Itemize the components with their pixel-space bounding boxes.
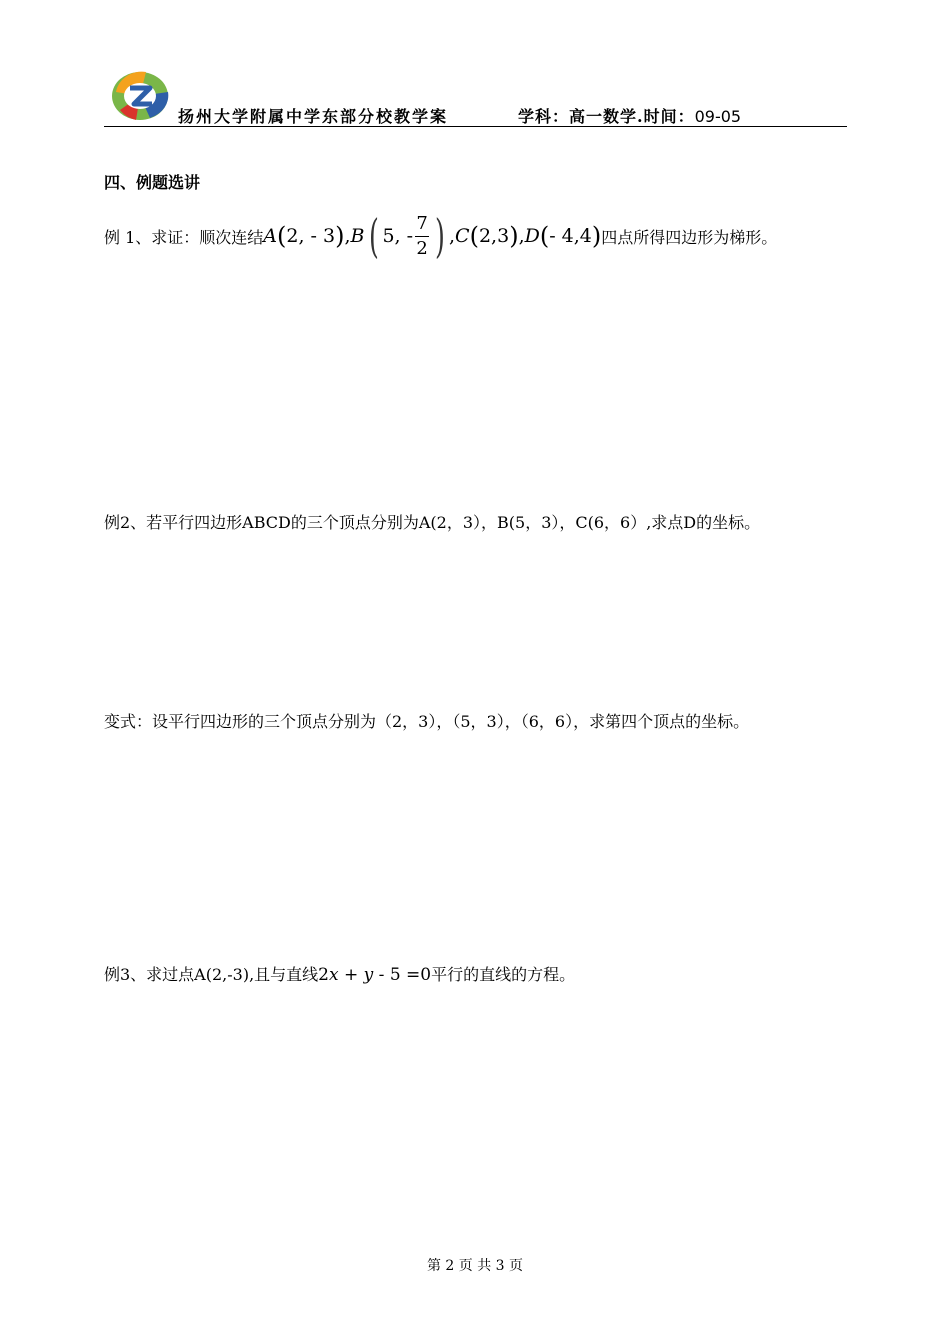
fraction: $\frac{7}{2}$ [416,212,428,259]
section-title: 四、例题选讲 [104,173,201,192]
example-1-prefix: 例 1、求证：顺次连结 [104,227,264,247]
school-logo [106,66,170,122]
example-1 [104,206,777,266]
subject-label: 学科： [518,107,570,126]
example-1-suffix: 四点所得四边形为梯形。 [601,227,778,247]
example-3 [104,962,575,985]
example-2: 例2、若平行四边形ABCD的三个顶点分别为A(2，3），B(5，3），C(6，6）,求点D的坐标。 [104,513,761,532]
header-divider [104,126,847,127]
time-label: 时间： [643,107,695,126]
subject-value: 高一数学. [569,107,644,126]
header-school-name: 扬州大学附属中学东部分校教学案 [178,107,449,126]
page-footer: 第 2 页 共 3 页 [426,1258,524,1274]
variant-question: 变式：设平行四边形的三个顶点分别为（2，3），（5，3），（6，6），求第四个顶点的坐标。 [104,712,750,731]
example-1-math: A ( 2, - 3 ) , B ( 5, - $\frac{7}{2}$ ) , C ( 2,3 ) , D ( - 4,4 ) [263,209,602,263]
date-value: 09-05 [694,107,742,126]
example-3-equation: 2x + y - 5 =0 [318,965,432,985]
example-3-suffix: 平行的直线的方程。 [431,965,576,984]
header-meta [518,104,741,127]
example-3-prefix: 例3、求过点A(2,-3),且与直线 [104,965,319,984]
